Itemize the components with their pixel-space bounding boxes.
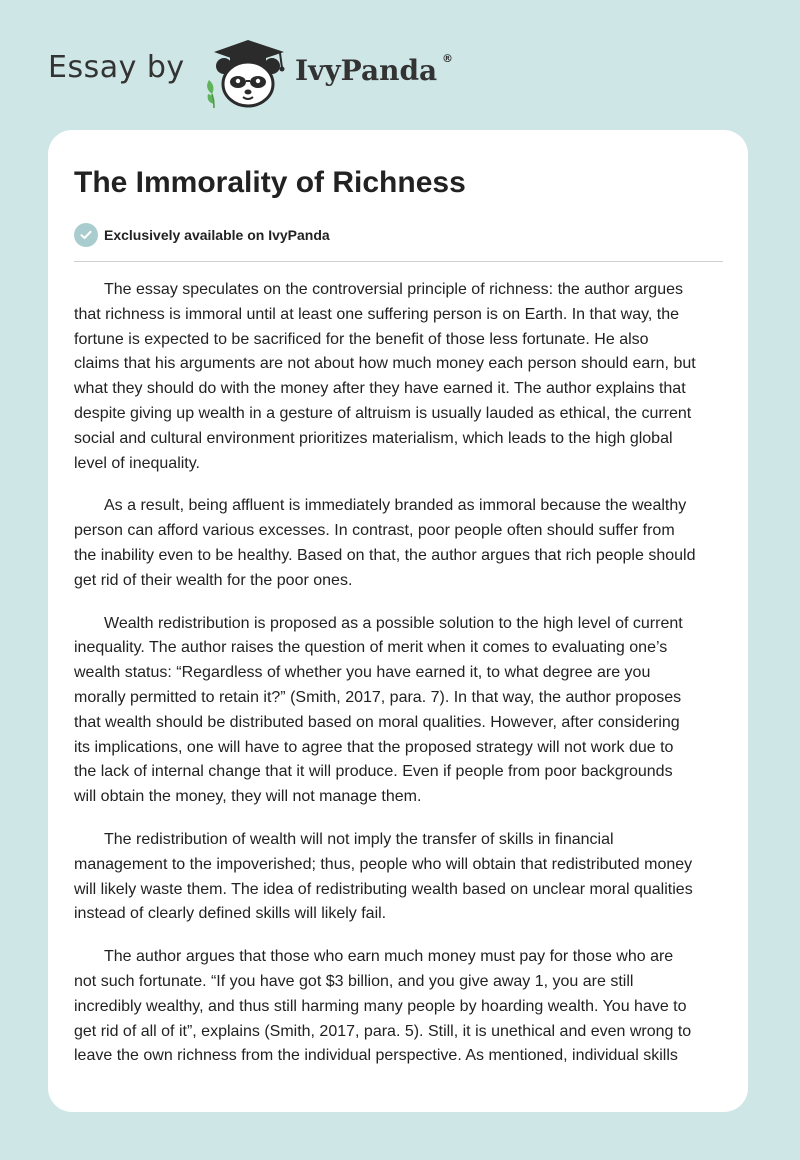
paragraph-line: As a result, being affluent is immediately branded as immoral because the wealthy (104, 497, 687, 515)
paragraph-line: management to the impoverished; thus, people who will obtain that redistributed money (74, 855, 693, 873)
essay-paragraph (74, 945, 723, 1069)
paragraph-line: despite giving up wealth in a gesture of altruism is usually lauded as ethical, the current (74, 404, 692, 422)
paragraph-line: will obtain the money, they will not manage them. (74, 788, 422, 806)
essay-paragraph (74, 828, 723, 927)
divider (74, 261, 723, 262)
paragraph-line: get rid of their wealth for the poor ones. (74, 571, 353, 589)
paragraph-line: that richness is immoral until at least one suffering person is on Earth. In that way, the (74, 305, 680, 323)
essay-body (74, 278, 723, 1087)
badge-label: Exclusively available on IvyPanda (104, 227, 330, 243)
paragraph-line: level of inequality. (74, 454, 200, 472)
paragraph-line: morally permitted to retain it?” (Smith, 2017, para. 7). In that way, the author proposes (74, 688, 682, 706)
paragraph-line: will likely waste them. The idea of redistributing wealth based on unclear moral qualities (74, 880, 693, 898)
paragraph-line: claims that his arguments are not about how much money each person should earn, but (74, 355, 696, 373)
paragraph-line: its implications, one will have to agree that the proposed strategy will not work due to (74, 738, 674, 756)
paragraph-line: Wealth redistribution is proposed as a possible solution to the high level of current (104, 614, 683, 632)
essay-title: The Immorality of Richness (74, 166, 466, 199)
paragraph-line: the inability even to be healthy. Based on that, the author argues that rich people should (74, 546, 696, 564)
paragraph-line: instead of clearly defined skills will likely fail. (74, 905, 387, 923)
check-circle-icon (74, 223, 98, 247)
paragraph-line: inequality. The author raises the question of merit when it comes to evaluating one’s (74, 639, 668, 657)
essay-paragraph (74, 612, 723, 810)
brand-name[interactable]: IvyPanda (295, 54, 438, 87)
paragraph-line: fortune is expected to be sacrificed for the benefit of those less fortunate. He also (74, 330, 649, 348)
paragraph-line: that wealth should be distributed based on moral qualities. However, after considering (74, 713, 680, 731)
paragraph-line: social and cultural environment prioritizes materialism, which leads to the high global (74, 429, 673, 447)
paragraph-line: The essay speculates on the controversial principle of richness: the author argues (104, 281, 683, 298)
paragraph-line: The redistribution of wealth will not imply the transfer of skills in financial (104, 830, 614, 848)
panda-logo-icon (200, 36, 296, 110)
paragraph-line: incredibly wealthy, and thus still harming many people by hoarding wealth. You have to (74, 997, 687, 1015)
paragraph-line: what they should do with the money after they have earned it. The author explains that (74, 380, 686, 398)
paragraph-line: the lack of internal change that it will produce. Even if people from poor backgrounds (74, 763, 673, 781)
registered-mark: ® (442, 52, 453, 65)
paragraph-line: The author argues that those who earn much money must pay for those who are (104, 948, 674, 966)
brand-prefix: Essay by (48, 50, 185, 85)
paragraph-line: wealth status: “Regardless of whether you have earned it, to what degree are you (74, 664, 651, 682)
essay-card (48, 130, 748, 1112)
paragraph-line: person can afford various excesses. In contrast, poor people often should suffer from (74, 522, 675, 540)
exclusive-badge (74, 223, 330, 247)
paragraph-line: leave the own richness from the individual perspective. As mentioned, individual skills (74, 1047, 678, 1065)
site-header (0, 0, 800, 130)
essay-paragraph (74, 278, 723, 476)
paragraph-line: get rid of all of it”, explains (Smith, 2017, para. 5). Still, it is unethical and even wrong to (74, 1022, 692, 1040)
paragraph-line: not such fortunate. “If you have got $3 billion, and you give away 1, you are still (74, 972, 634, 990)
essay-paragraph (74, 494, 723, 593)
